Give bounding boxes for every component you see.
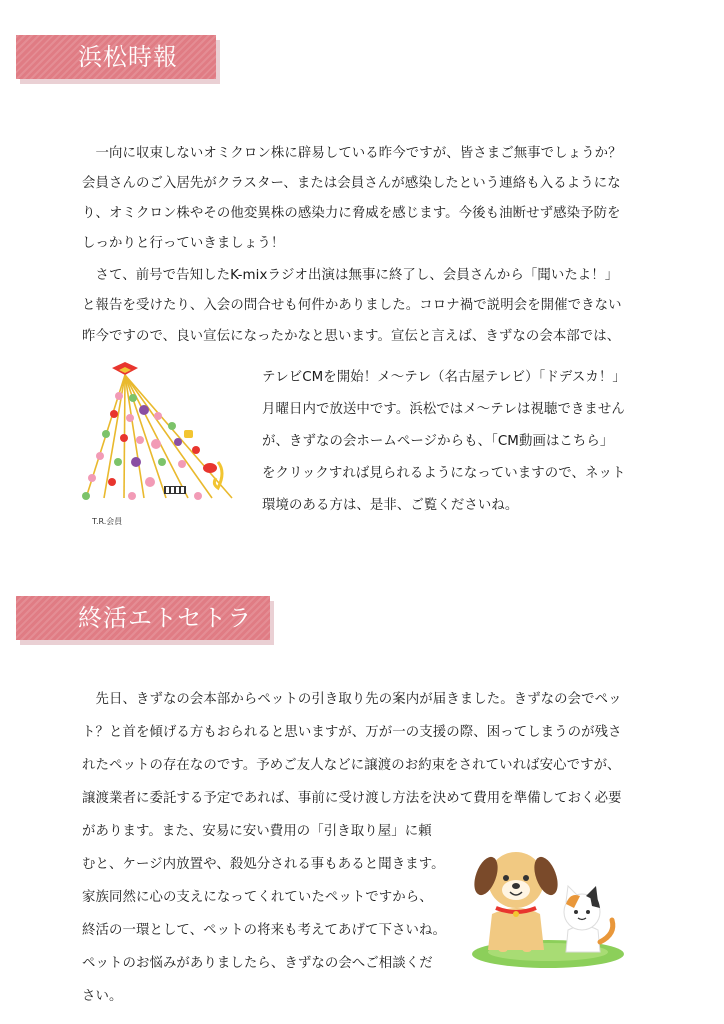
section2-title: 終活エトセトラ xyxy=(78,604,253,632)
section1-line-3: り、オミクロン株やその他変異株の感染力に脅威を感じます。今後も油断せず感染予防を xyxy=(82,206,621,221)
section2-line-6: むと、ケージ内放置や、殺処分される事もあると聞きます。 xyxy=(82,857,445,872)
section2-line-4: 譲渡業者に委託する予定であれば、事前に受け渡し方法を決めて費用を準備しておく必要 xyxy=(82,791,622,806)
section2-banner xyxy=(16,596,270,640)
section1-line-5: さて、前号で告知したK-mixラジオ出演は無事に終了し、会員さんから「聞いたよ！」 xyxy=(82,268,619,283)
section2-line-7: 家族同然に心の支えになってくれていたペットですから、 xyxy=(82,890,433,905)
illustration-caption: T.R.会員 xyxy=(92,517,123,526)
dog-and-cat-illustration xyxy=(470,842,630,972)
section1-line-2: 会員さんのご入居先がクラスター、または会員さんが感染したという連絡も入るようにな xyxy=(82,176,621,191)
section2-line-1: 先日、きずなの会本部からペットの引き取り先の案内が届きました。きずなの会でペッ xyxy=(82,692,622,707)
section2-line-3: れたペットの存在なのです。予めご友人などに譲渡のお約束をされていれば安心ですが、 xyxy=(82,758,621,773)
section2-line-2: ト？と首を傾げる方もおられると思いますが、万が一の支援の際、困ってしまうのが残さ xyxy=(82,725,622,740)
hanging-ornament-illustration xyxy=(78,358,238,508)
section1-title: 浜松時報 xyxy=(78,43,178,71)
section1-line-10: が、きずなの会ホームページからも、「CM動画はこちら」 xyxy=(262,434,614,449)
section1-line-9: 月曜日内で放送中です。浜松ではメ～テレは視聴できません xyxy=(262,402,625,417)
section1-line-4: しっかりと行っていきましょう！ xyxy=(82,236,285,251)
section1-line-8: テレビCMを開始！メ～テレ（名古屋テレビ）「ドデスカ！」 xyxy=(262,370,626,385)
section1-line-1: 一向に収束しないオミクロン株に辟易している昨今ですが、皆さまご無事でしょうか？ xyxy=(82,146,622,161)
section2-line-8: 終活の一環として、ペットの将来も考えてあげて下さいね。 xyxy=(82,923,446,938)
section2-line-9: ペットのお悩みがありましたら、きずなの会へご相談くだ xyxy=(82,956,433,971)
section1-line-6: と報告を受けたり、入会の問合せも何件かありました。コロナ禍で説明会を開催できない xyxy=(82,298,622,313)
section1-banner xyxy=(16,35,216,79)
section1-line-7: 昨今ですので、良い宣伝になったかなと思います。宣伝と言えば、きずなの会本部では、 xyxy=(82,329,621,344)
section1-line-11: をクリックすれば見られるようになっていますので、ネット xyxy=(262,466,626,481)
section1-line-12: 環境のある方は、是非、ご覧くださいね。 xyxy=(262,498,519,513)
section2-line-10: さい。 xyxy=(82,989,123,1004)
section2-line-5: があります。また、安易に安い費用の「引き取り屋」に頼 xyxy=(82,824,432,839)
